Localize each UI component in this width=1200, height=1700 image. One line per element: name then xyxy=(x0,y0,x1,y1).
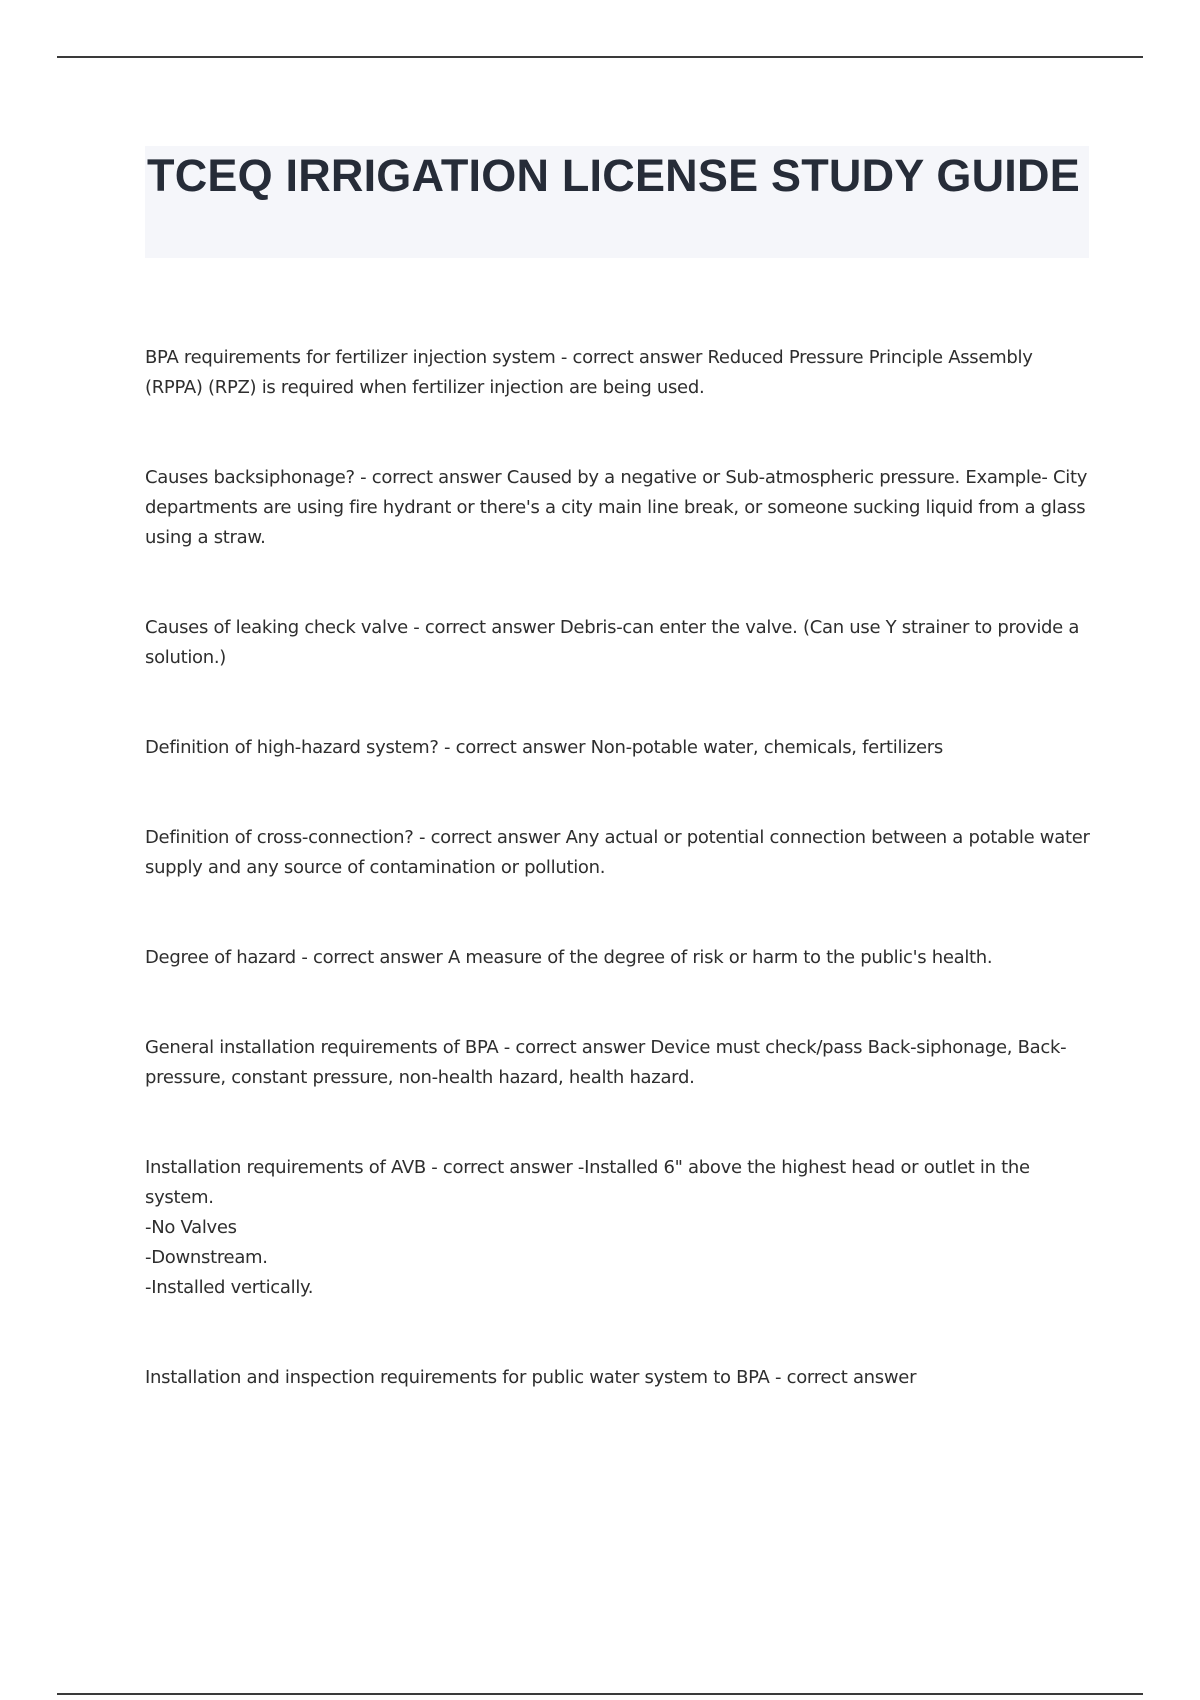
spacer xyxy=(145,973,1095,1033)
flashcard-text: Causes backsiphonage? - correct answer Caused by a negative or Sub-atmospheric pressure. Example- City departments are using fire hydrant or there's a city main line break, or someone sucking liquid from a glass using a straw. xyxy=(145,467,1088,548)
spacer xyxy=(145,1093,1095,1153)
flashcard-text: Installation requirements of AVB - correct answer -Installed 6" above the highest head or outlet in the system. xyxy=(145,1157,1030,1208)
flashcard xyxy=(145,343,1095,403)
spacer xyxy=(145,763,1095,823)
answer-line: -Installed vertically. xyxy=(145,1277,314,1298)
spacer xyxy=(145,883,1095,943)
flashcard xyxy=(145,733,1095,763)
bottom-divider xyxy=(57,1693,1143,1695)
flashcard xyxy=(145,613,1095,673)
flashcard-text: Definition of cross-connection? - correct answer Any actual or potential connection between a potable water supply and any source of contamination or pollution. xyxy=(145,827,1090,878)
flashcard-text: BPA requirements for fertilizer injection system - correct answer Reduced Pressure Principle Assembly (RPPA) (RPZ) is required when fertilizer injection are being used. xyxy=(145,347,1033,398)
flashcard-text: Degree of hazard - correct answer A measure of the degree of risk or harm to the public's health. xyxy=(145,947,993,968)
answer-line: -No Valves xyxy=(145,1217,237,1238)
flashcard xyxy=(145,823,1095,883)
flashcard xyxy=(145,1033,1095,1093)
answer-line: -Downstream. xyxy=(145,1247,268,1268)
flashcard xyxy=(145,463,1095,553)
page-title: TCEQ IRRIGATION LICENSE STUDY GUIDE xyxy=(147,150,1080,201)
flashcard xyxy=(145,1153,1095,1303)
flashcard-text: General installation requirements of BPA - correct answer Device must check/pass Back-siphonage, Back-pressure, constant pressure, non-health hazard, health hazard. xyxy=(145,1037,1067,1088)
flashcard-text: Causes of leaking check valve - correct answer Debris-can enter the valve. (Can use Y strainer to provide a solution.) xyxy=(145,617,1080,668)
flashcard-text: Definition of high-hazard system? - correct answer Non-potable water, chemicals, fertilizers xyxy=(145,737,943,758)
spacer xyxy=(145,1303,1095,1363)
flashcard xyxy=(145,1363,1095,1393)
top-divider xyxy=(57,56,1143,58)
spacer xyxy=(145,673,1095,733)
spacer xyxy=(145,403,1095,463)
flashcard-list xyxy=(145,343,1095,1393)
title-banner xyxy=(145,146,1089,258)
spacer xyxy=(145,553,1095,613)
flashcard-text: Installation and inspection requirements for public water system to BPA - correct answer xyxy=(145,1367,917,1388)
flashcard xyxy=(145,943,1095,973)
